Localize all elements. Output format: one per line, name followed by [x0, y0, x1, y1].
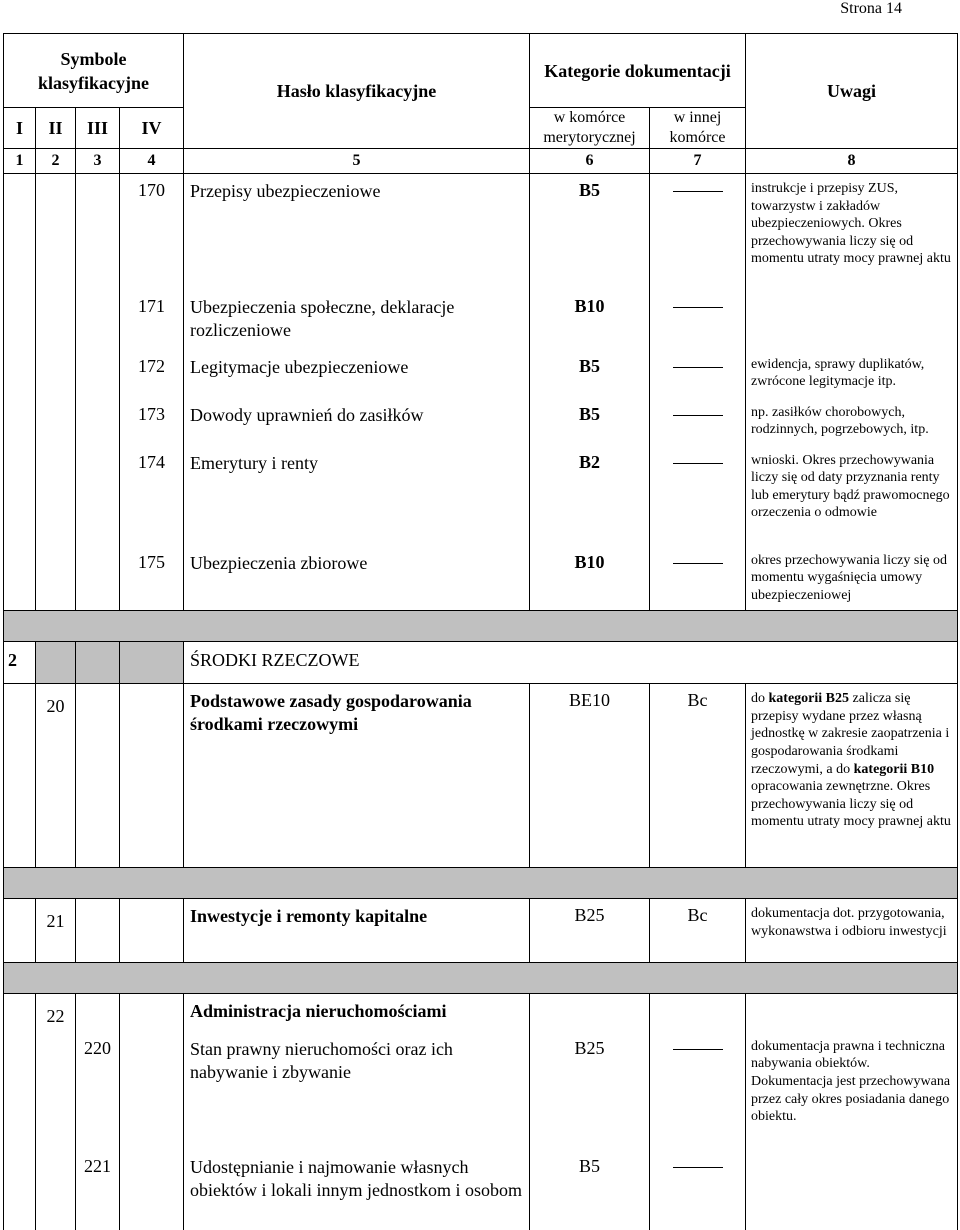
- separator-row: [4, 611, 958, 642]
- row-note: [746, 290, 958, 350]
- table-row: [4, 899, 958, 963]
- header-level-iv: IV: [120, 108, 184, 149]
- table-row: [4, 174, 958, 290]
- table-row: [4, 684, 958, 868]
- header-level-ii: II: [36, 108, 76, 149]
- section-row: [4, 642, 958, 684]
- row-code: 172: [120, 350, 184, 398]
- dash-mark: [673, 1167, 723, 1168]
- row-note: np. zasiłków chorobowych, rodzinnych, pogrzebowych, itp.: [746, 398, 958, 446]
- row-category: B10: [530, 290, 650, 350]
- col-number: 7: [650, 149, 746, 174]
- row-category: B10: [530, 546, 650, 611]
- row-title: Dowody uprawnień do zasiłków: [184, 398, 530, 446]
- row-category-other: Bc: [650, 684, 746, 868]
- dash-mark: [673, 415, 723, 416]
- header-symbole: Symbole klasyfikacyjne: [4, 34, 184, 108]
- row-title: Udostępnianie i najmowanie własnych obiektów i lokali innym jednostkom i osobom: [184, 1150, 530, 1230]
- table-row: [4, 1150, 958, 1230]
- row-category: B5: [530, 350, 650, 398]
- dash-mark: [673, 307, 723, 308]
- row-code: 221: [76, 1150, 120, 1230]
- table-row: [4, 1032, 958, 1150]
- row-title: Legitymacje ubezpieczeniowe: [184, 350, 530, 398]
- row-title: Ubezpieczenia zbiorowe: [184, 546, 530, 611]
- row-category-other: Bc: [650, 899, 746, 963]
- table-row: [4, 398, 958, 446]
- section-title: ŚRODKI RZECZOWE: [184, 642, 958, 684]
- row-code: 170: [120, 174, 184, 290]
- col-number: 6: [530, 149, 650, 174]
- row-category: B2: [530, 446, 650, 546]
- row-code: 20: [36, 684, 76, 868]
- table-row: [4, 350, 958, 398]
- row-code: 174: [120, 446, 184, 546]
- header-level-i: I: [4, 108, 36, 149]
- col-number: 2: [36, 149, 76, 174]
- row-note: do kategorii B25 zalicza się przepisy wydane przez własną jednostkę w zakresie zaopatrzenia i gospodarowania środkami rzeczowymi, a do kategorii B10 opracowania zewnętrzne. Okres przechowywania liczy się od momentu utraty mocy prawnej aktu: [746, 684, 958, 868]
- col-number: 8: [746, 149, 958, 174]
- col-number: 5: [184, 149, 530, 174]
- col-number: 1: [4, 149, 36, 174]
- row-code: 171: [120, 290, 184, 350]
- row-category: B5: [530, 1150, 650, 1230]
- separator-row: [4, 868, 958, 899]
- col-number: 4: [120, 149, 184, 174]
- row-note: dokumentacja dot. przygotowania, wykonawstwa i odbioru inwestycji: [746, 899, 958, 963]
- row-note: instrukcje i przepisy ZUS, towarzystw i zakładów ubezpieczeniowych. Okres przechowywania liczy się od momentu utraty mocy prawnej aktu: [746, 174, 958, 290]
- dash-mark: [673, 463, 723, 464]
- header-level-iii: III: [76, 108, 120, 149]
- header-w-innej: w innej komórce: [650, 108, 746, 149]
- dash-mark: [673, 191, 723, 192]
- row-note: wnioski. Okres przechowywania liczy się od daty przyznania renty lub emerytury bądź prawomocnego orzeczenia o odmowie: [746, 446, 958, 546]
- row-title: Przepisy ubezpieczeniowe: [184, 174, 530, 290]
- row-title: Ubezpieczenia społeczne, deklaracje rozliczeniowe: [184, 290, 530, 350]
- row-code: 175: [120, 546, 184, 611]
- section-number: 2: [4, 642, 36, 684]
- table-row: [4, 446, 958, 546]
- dash-mark: [673, 563, 723, 564]
- row-code: 173: [120, 398, 184, 446]
- row-note: okres przechowywania liczy się od momentu wygaśnięcia umowy ubezpieczeniowej: [746, 546, 958, 611]
- table-row: [4, 546, 958, 611]
- col-number: 3: [76, 149, 120, 174]
- row-code: 21: [36, 899, 76, 963]
- row-title: Stan prawny nieruchomości oraz ich nabywanie i zbywanie: [184, 1032, 530, 1150]
- row-title: Administracja nieruchomościami: [184, 994, 530, 1032]
- row-category: BE10: [530, 684, 650, 868]
- classification-table: [3, 33, 958, 1230]
- row-category: B5: [530, 398, 650, 446]
- separator-row: [4, 963, 958, 994]
- header-kategorie: Kategorie dokumentacji: [530, 34, 746, 108]
- row-code: 220: [76, 1032, 120, 1150]
- dash-mark: [673, 367, 723, 368]
- dash-mark: [673, 1049, 723, 1050]
- row-note: [746, 1150, 958, 1230]
- table-row: [4, 994, 958, 1032]
- row-note: ewidencja, sprawy duplikatów, zwrócone legitymacje itp.: [746, 350, 958, 398]
- header-w-komorce: w komórce merytorycznej: [530, 108, 650, 149]
- row-title: Podstawowe zasady gospodarowania środkami rzeczowymi: [184, 684, 530, 868]
- header-uwagi: Uwagi: [746, 34, 958, 149]
- page-number: Strona 14: [840, 0, 902, 17]
- row-category: B5: [530, 174, 650, 290]
- row-category: B25: [530, 1032, 650, 1150]
- row-title: Inwestycje i remonty kapitalne: [184, 899, 530, 963]
- row-title: Emerytury i renty: [184, 446, 530, 546]
- row-category: B25: [530, 899, 650, 963]
- table-row: [4, 290, 958, 350]
- row-code: 22: [36, 994, 76, 1032]
- row-note: dokumentacja prawna i techniczna nabywania obiektów. Dokumentacja jest przechowywana przez cały okres posiadania danego obiektu.: [746, 1032, 958, 1150]
- header-haslo: Hasło klasyfikacyjne: [184, 34, 530, 149]
